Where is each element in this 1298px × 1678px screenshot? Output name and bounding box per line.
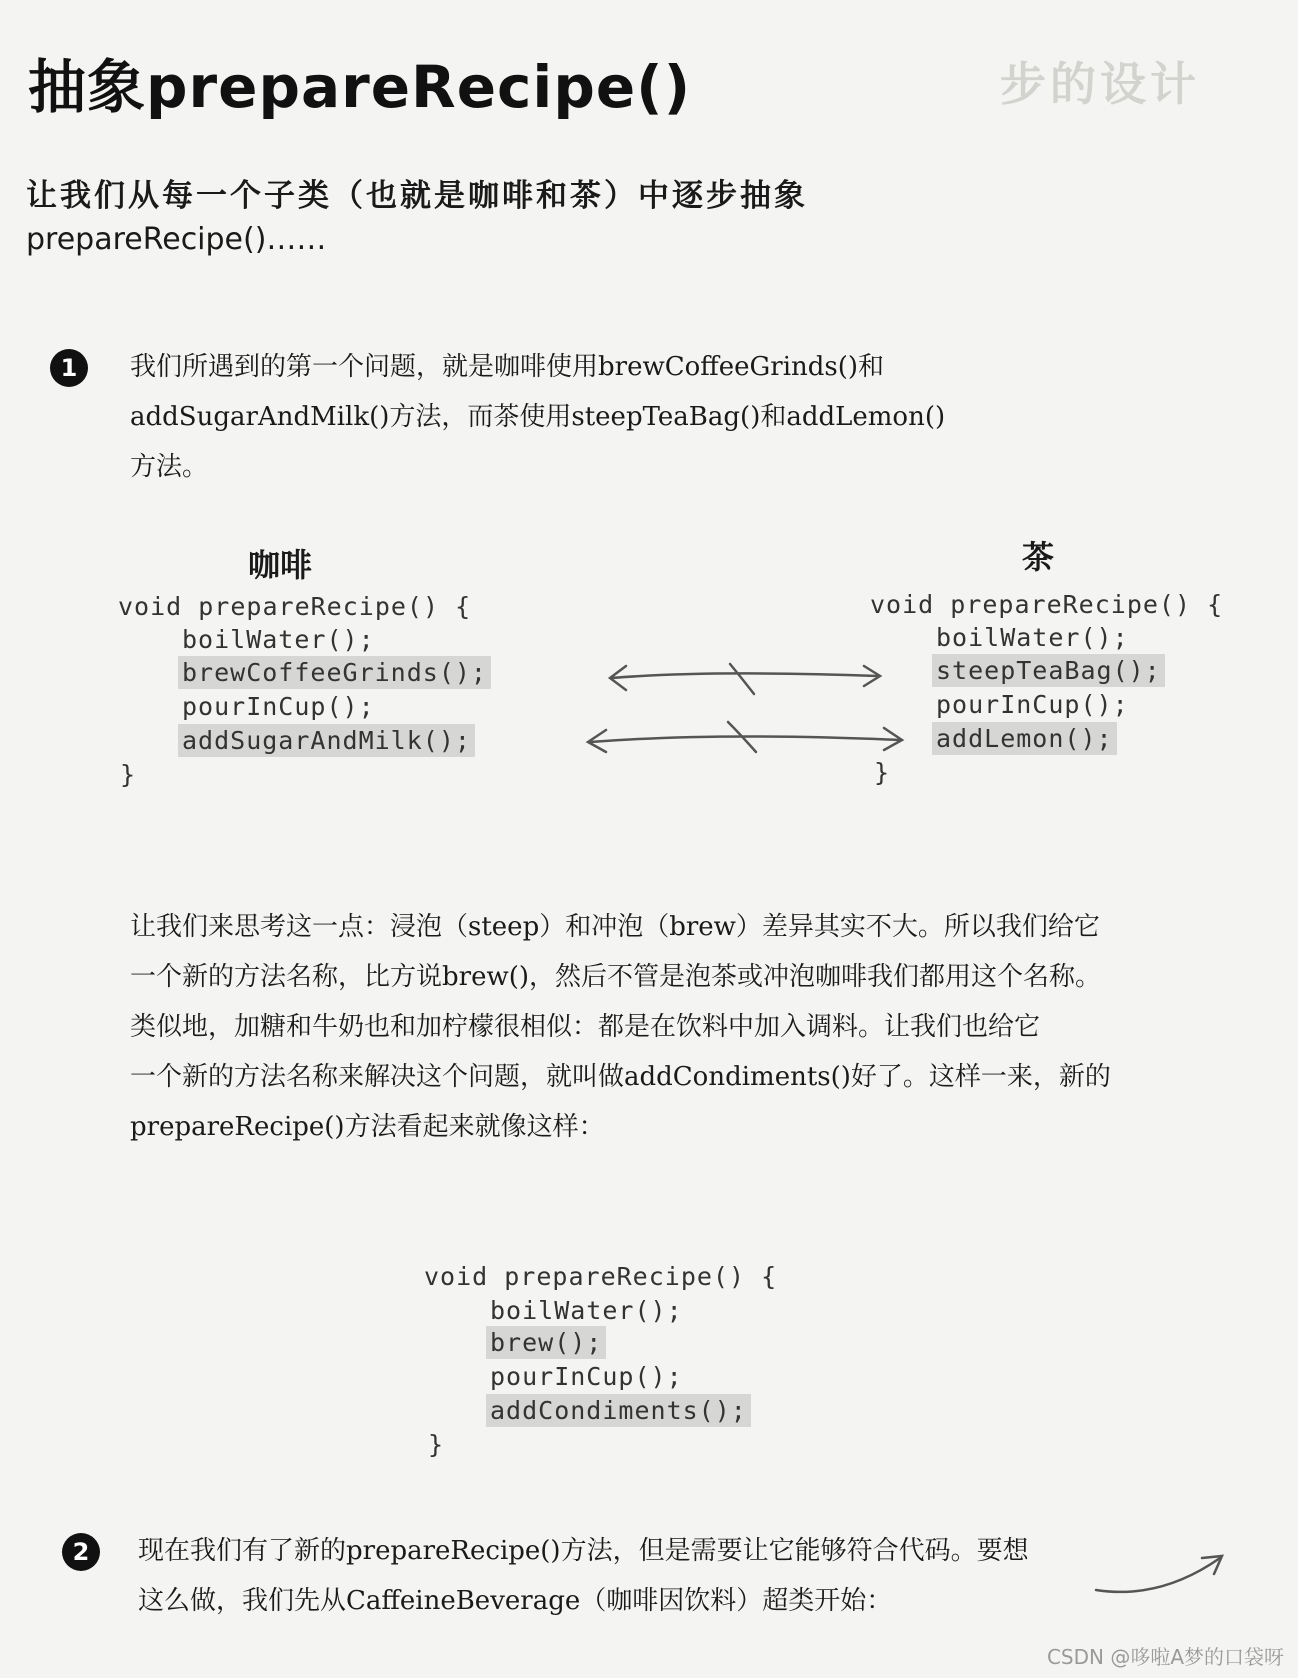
discussion-line: prepareRecipe()方法看起来就像这样： [130, 1112, 605, 1142]
new-recipe-line-boilwater: boilWater(); [490, 1296, 683, 1325]
coffee-line-brewcoffeegrinds: brewCoffeeGrinds(); [178, 656, 491, 689]
step-2-line: 现在我们有了新的prepareRecipe()方法，但是需要让它能够符合代码。要想 [138, 1536, 1029, 1566]
mismatch-arrows [560, 640, 920, 760]
new-recipe-signature: void prepareRecipe() { [424, 1262, 778, 1291]
tea-close-brace: } [874, 758, 891, 787]
coffee-signature: void prepareRecipe() { [118, 592, 472, 621]
intro-line-1: 让我们从每一个子类（也就是咖啡和茶）中逐步抽象 [26, 178, 808, 214]
discussion-paragraph [130, 902, 1111, 1152]
tea-line-pourincup: pourInCup(); [936, 690, 1129, 719]
continue-arrow-icon [1090, 1540, 1240, 1610]
step-1-line: 我们所遇到的第一个问题，就是咖啡使用brewCoffeeGrinds()和 [130, 352, 885, 382]
tea-heading: 茶 [1022, 538, 1055, 576]
step-2-text [138, 1526, 1029, 1626]
discussion-line: 类似地，加糖和牛奶也和加柠檬很相似：都是在饮料中加入调料。让我们也给它 [130, 1012, 1041, 1042]
step-1-badge: 1 [50, 349, 88, 387]
discussion-line: 让我们来思考这一点：浸泡（steep）和冲泡（brew）差异其实不大。所以我们给它 [130, 912, 1100, 942]
step-1-text [130, 342, 945, 492]
coffee-line-boilwater: boilWater(); [182, 625, 375, 654]
coffee-close-brace: } [120, 760, 137, 789]
coffee-line-pourincup: pourInCup(); [182, 692, 375, 721]
tea-line-steepteabag: steepTeaBag(); [932, 654, 1165, 687]
intro-line-2: prepareRecipe()…… [26, 222, 327, 257]
step-2-badge: 2 [62, 1533, 100, 1571]
watermark: CSDN @哆啦A梦的口袋呀 [1046, 1645, 1284, 1669]
step-2-line: 这么做，我们先从CaffeineBeverage（咖啡因饮料）超类开始： [138, 1586, 893, 1616]
page-title: 抽象prepareRecipe() [28, 53, 692, 121]
discussion-line: 一个新的方法名称来解决这个问题，就叫做addCondiments()好了。这样一来，新的 [130, 1062, 1111, 1092]
tea-line-addlemon: addLemon(); [932, 722, 1117, 755]
new-recipe-line-pourincup: pourInCup(); [490, 1362, 683, 1391]
coffee-heading: 咖啡 [248, 546, 313, 584]
coffee-line-addsugarandmilk: addSugarAndMilk(); [178, 724, 475, 757]
new-recipe-close-brace: } [428, 1430, 445, 1459]
new-recipe-line-addcondiments: addCondiments(); [486, 1394, 751, 1427]
step-1-line: addSugarAndMilk()方法，而茶使用steepTeaBag()和addLemon() [130, 402, 946, 432]
brew-steep-arrow-line [612, 673, 878, 678]
new-recipe-line-brew: brew(); [486, 1326, 606, 1359]
tea-line-boilwater: boilWater(); [936, 623, 1129, 652]
discussion-line: 一个新的方法名称，比方说brew()，然后不管是泡茶或冲泡咖啡我们都用这个名称。 [130, 962, 1102, 992]
step-1-line: 方法。 [130, 452, 209, 482]
background-bleed-title: 步的设计 [1000, 57, 1200, 111]
tea-signature: void prepareRecipe() { [870, 590, 1224, 619]
brew-steep-slash [730, 664, 754, 694]
